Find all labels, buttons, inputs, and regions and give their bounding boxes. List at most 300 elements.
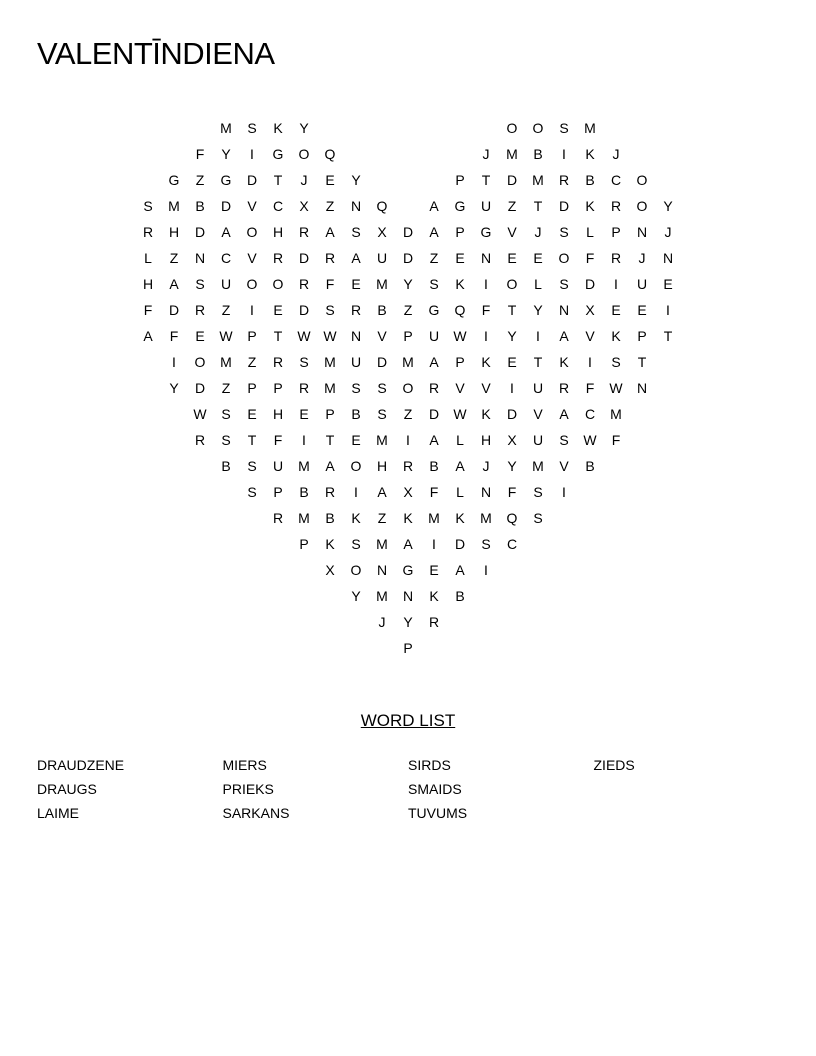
grid-letter: K [351,510,361,526]
word-list-item: ZIEDS [593,757,635,773]
grid-letter: C [506,536,518,552]
grid-letter: H [142,276,154,292]
grid-letter: Z [221,302,231,318]
grid-letter: E [455,250,465,266]
grid-letter: G [480,224,492,240]
grid-letter: H [272,406,284,422]
word-list-item: MIERS [222,757,267,773]
grid-letter: V [481,380,491,396]
grid-letter: Y [663,198,673,214]
grid-letter: T [247,432,257,448]
grid-letter: T [533,198,543,214]
grid-letter: W [453,406,467,422]
grid-letter: D [298,302,310,318]
grid-letter: I [432,536,436,552]
grid-letter: S [143,198,153,214]
grid-letter: A [429,354,439,370]
grid-letter: D [454,536,466,552]
grid-letter: S [325,302,335,318]
grid-letter: D [168,302,180,318]
grid-letter: A [325,458,335,474]
grid-letter: I [484,562,488,578]
grid-letter: D [506,406,518,422]
grid-letter: T [637,354,647,370]
grid-letter: H [272,224,284,240]
grid-letter: Y [299,120,309,136]
grid-letter: Z [429,250,439,266]
grid-letter: P [637,328,647,344]
grid-letter: I [536,328,540,344]
grid-letter: M [532,172,544,188]
grid-letter: M [324,354,336,370]
grid-letter: Q [506,510,518,526]
grid-letter: A [429,224,439,240]
grid-letter: W [297,328,311,344]
grid-letter: A [377,484,387,500]
grid-letter: R [298,224,310,240]
grid-letter: Q [454,302,466,318]
grid-letter: G [402,562,414,578]
grid-letter: D [558,198,570,214]
grid-letter: J [664,224,672,240]
grid-letter: I [250,146,254,162]
grid-letter: P [455,172,465,188]
grid-letter: V [455,380,465,396]
grid-letter: S [299,354,309,370]
grid-letter: N [350,328,362,344]
grid-letter: K [403,510,413,526]
grid-letter: F [481,302,491,318]
grid-letter: I [510,380,514,396]
grid-letter: P [247,380,257,396]
grid-letter: E [299,406,309,422]
grid-letter: R [298,276,310,292]
grid-letter: F [273,432,283,448]
grid-letter: I [172,354,176,370]
word-list-heading: WORD LIST [360,711,456,730]
grid-letter: O [298,146,310,162]
grid-letter: S [559,224,569,240]
grid-letter: Z [377,510,387,526]
grid-letter: A [325,224,335,240]
grid-letter: U [428,328,440,344]
grid-letter: P [403,640,413,656]
word-list-item: DRAUGS [37,781,97,797]
grid-letter: N [402,588,414,604]
grid-letter: G [272,146,284,162]
grid-letter: I [614,276,618,292]
grid-letter: I [302,432,306,448]
grid-letter: G [454,198,466,214]
grid-letter: C [610,172,622,188]
grid-letter: R [142,224,154,240]
grid-letter: J [482,146,490,162]
grid-letter: K [429,588,439,604]
grid-letter: N [662,250,674,266]
grid-letter: N [558,302,570,318]
grid-letter: S [533,484,543,500]
grid-letter: J [612,146,620,162]
grid-letter: E [663,276,673,292]
grid-letter: Z [403,406,413,422]
grid-letter: P [455,224,465,240]
grid-letter: O [246,224,258,240]
grid-letter: R [558,380,570,396]
grid-letter: J [534,224,542,240]
grid-letter: X [585,302,595,318]
grid-letter: R [194,302,206,318]
grid-letter: O [636,198,648,214]
grid-letter: M [428,510,440,526]
grid-letter: R [610,198,622,214]
grid-letter: P [299,536,309,552]
grid-letter: I [250,302,254,318]
grid-letter: V [533,406,543,422]
grid-letter: X [507,432,517,448]
grid-letter: S [481,536,491,552]
grid-letter: E [507,250,517,266]
grid-letter: X [325,562,335,578]
grid-letter: P [403,328,413,344]
grid-letter: M [220,120,232,136]
grid-letter: M [168,198,180,214]
grid-letter: F [585,380,595,396]
grid-letter: D [376,354,388,370]
grid-letter: S [533,510,543,526]
grid-letter: W [323,328,337,344]
grid-letter: O [506,120,518,136]
grid-letter: G [168,172,180,188]
grid-letter: U [272,458,284,474]
grid-letter: L [144,250,152,266]
grid-letter: U [532,432,544,448]
grid-letter: P [325,406,335,422]
word-list-item: SIRDS [408,757,451,773]
grid-letter: M [376,276,388,292]
grid-letter: M [220,354,232,370]
grid-letter: Q [376,198,388,214]
word-list-item: DRAUDZENE [37,757,125,773]
grid-letter: R [298,380,310,396]
grid-letter: E [533,250,543,266]
grid-letter: R [324,484,336,500]
grid-letter: V [585,328,595,344]
grid-letter: N [480,250,492,266]
grid-letter: A [559,328,569,344]
grid-letter: G [428,302,440,318]
grid-letter: K [455,276,465,292]
grid-letter: U [376,250,388,266]
grid-letter: Y [403,276,413,292]
grid-letter: Y [507,328,517,344]
grid-letter: A [429,198,439,214]
grid-letter: U [350,354,362,370]
grid-letter: F [429,484,439,500]
grid-letter: O [350,458,362,474]
grid-letter: F [611,432,621,448]
grid-letter: J [300,172,308,188]
grid-letter: A [403,536,413,552]
grid-letter: V [559,458,569,474]
grid-letter: B [585,172,595,188]
grid-letter: P [611,224,621,240]
grid-letter: B [195,198,205,214]
grid-letter: N [636,224,648,240]
grid-letter: T [663,328,673,344]
grid-letter: D [428,406,440,422]
grid-letter: Y [403,614,413,630]
word-list-item: SMAIDS [408,781,462,797]
grid-letter: B [221,458,231,474]
grid-letter: V [377,328,387,344]
grid-letter: K [585,146,595,162]
grid-letter: E [247,406,257,422]
grid-letter: X [377,224,387,240]
grid-letter: E [195,328,205,344]
grid-letter: A [143,328,153,344]
grid-letter: Z [403,302,413,318]
grid-letter: Z [507,198,517,214]
grid-letter: Z [221,380,231,396]
grid-letter: M [324,380,336,396]
grid-letter: S [247,484,257,500]
grid-letter: D [246,172,258,188]
grid-letter: A [169,276,179,292]
grid-letter: A [455,458,465,474]
grid-letter: C [220,250,232,266]
grid-letter: X [299,198,309,214]
grid-letter: D [506,172,518,188]
grid-letter: S [351,380,361,396]
grid-letter: S [247,120,257,136]
grid-letter: J [482,458,490,474]
word-list-item: LAIME [37,805,80,821]
grid-letter: R [324,250,336,266]
grid-letter: N [350,198,362,214]
grid-letter: P [273,484,283,500]
grid-letter: M [298,458,310,474]
grid-letter: K [455,510,465,526]
grid-letter: V [247,250,257,266]
grid-letter: M [532,458,544,474]
grid-letter: M [506,146,518,162]
grid-letter: I [562,146,566,162]
grid-letter: S [377,380,387,396]
grid-letter: S [221,432,231,448]
grid-letter: W [219,328,233,344]
grid-letter: S [559,432,569,448]
grid-letter: S [351,536,361,552]
grid-letter: V [247,198,257,214]
grid-letter: D [402,250,414,266]
grid-letter: K [585,198,595,214]
grid-letter: I [484,276,488,292]
grid-letter: H [376,458,388,474]
grid-letter: W [193,406,207,422]
grid-letter: N [480,484,492,500]
grid-letter: K [481,354,491,370]
grid-letter: B [585,458,595,474]
grid-letter: S [559,120,569,136]
grid-letter: A [429,432,439,448]
grid-letter: A [351,250,361,266]
grid-letter: F [507,484,517,500]
grid-letter: O [506,276,518,292]
grid-letter: T [481,172,491,188]
word-list-item: TUVUMS [408,805,468,821]
grid-letter: S [247,458,257,474]
grid-letter: O [350,562,362,578]
grid-letter: S [221,406,231,422]
grid-letter: L [586,224,594,240]
grid-letter: R [610,250,622,266]
grid-letter: F [195,146,205,162]
grid-letter: L [534,276,542,292]
grid-letter: V [507,224,517,240]
grid-letter: K [611,328,621,344]
grid-letter: Y [351,588,361,604]
grid-letter: P [247,328,257,344]
grid-letter: U [220,276,232,292]
page-title: VALENTĪNDIENA [37,36,275,71]
grid-letter: T [533,354,543,370]
grid-letter: R [272,250,284,266]
grid-letter: Y [221,146,231,162]
grid-letter: Z [169,250,179,266]
grid-letter: M [402,354,414,370]
grid-letter: K [481,406,491,422]
grid-letter: C [584,406,596,422]
grid-letter: O [636,172,648,188]
grid-letter: A [455,562,465,578]
grid-letter: B [299,484,309,500]
grid-letter: O [558,250,570,266]
grid-letter: M [480,510,492,526]
grid-letter: W [453,328,467,344]
grid-letter: K [273,120,283,136]
grid-letter: B [377,302,387,318]
grid-letter: D [298,250,310,266]
grid-letter: R [558,172,570,188]
grid-letter: P [455,354,465,370]
grid-letter: B [533,146,543,162]
grid-letter: S [429,276,439,292]
grid-letter: J [378,614,386,630]
grid-letter: Z [325,198,335,214]
grid-letter: Z [195,172,205,188]
grid-letter: J [638,250,646,266]
grid-letter: L [456,484,464,500]
grid-letter: N [194,250,206,266]
grid-letter: A [559,406,569,422]
grid-letter: M [610,406,622,422]
grid-letter: D [402,224,414,240]
grid-letter: Y [507,458,517,474]
grid-letter: R [272,510,284,526]
grid-letter: X [403,484,413,500]
grid-letter: U [636,276,648,292]
word-list-item: PRIEKS [222,781,274,797]
grid-letter: L [456,432,464,448]
grid-letter: I [406,432,410,448]
grid-letter: I [588,354,592,370]
grid-letter: M [376,432,388,448]
grid-letter: F [143,302,153,318]
grid-letter: E [611,302,621,318]
grid-letter: U [480,198,492,214]
grid-letter: E [637,302,647,318]
grid-letter: C [272,198,284,214]
grid-letter: W [609,380,623,396]
word-list-item: SARKANS [222,805,290,821]
grid-letter: B [455,588,465,604]
grid-letter: H [168,224,180,240]
grid-letter: B [429,458,439,474]
grid-letter: Z [247,354,257,370]
grid-letter: E [325,172,335,188]
grid-letter: H [480,432,492,448]
grid-letter: O [272,276,284,292]
grid-letter: F [325,276,335,292]
grid-letter: D [220,198,232,214]
grid-letter: P [273,380,283,396]
grid-letter: R [272,354,284,370]
grid-letter: E [429,562,439,578]
grid-letter: Y [169,380,179,396]
grid-letter: O [402,380,414,396]
grid-letter: T [273,328,283,344]
grid-letter: T [507,302,517,318]
grid-letter: O [246,276,258,292]
grid-letter: M [376,588,388,604]
grid-letter: I [484,328,488,344]
grid-letter: T [325,432,335,448]
grid-letter: K [559,354,569,370]
grid-letter: O [194,354,206,370]
grid-letter: D [194,224,206,240]
grid-letter: A [221,224,231,240]
grid-letter: R [194,432,206,448]
grid-letter: E [273,302,283,318]
grid-letter: S [559,276,569,292]
grid-letter: E [507,354,517,370]
grid-letter: M [298,510,310,526]
grid-letter: D [194,380,206,396]
grid-letter: S [351,224,361,240]
grid-letter: Y [351,172,361,188]
grid-letter: B [325,510,335,526]
grid-letter: S [377,406,387,422]
grid-letter: Q [324,146,336,162]
grid-letter: O [532,120,544,136]
grid-letter: B [351,406,361,422]
grid-letter: F [585,250,595,266]
grid-letter: S [195,276,205,292]
grid-letter: R [350,302,362,318]
grid-letter: I [562,484,566,500]
grid-letter: R [428,380,440,396]
grid-letter: D [584,276,596,292]
grid-letter: E [351,276,361,292]
grid-letter: R [428,614,440,630]
grid-letter: S [611,354,621,370]
grid-letter: N [636,380,648,396]
grid-letter: I [354,484,358,500]
grid-letter: R [402,458,414,474]
grid-letter: I [666,302,670,318]
grid-letter: G [220,172,232,188]
grid-letter: E [351,432,361,448]
